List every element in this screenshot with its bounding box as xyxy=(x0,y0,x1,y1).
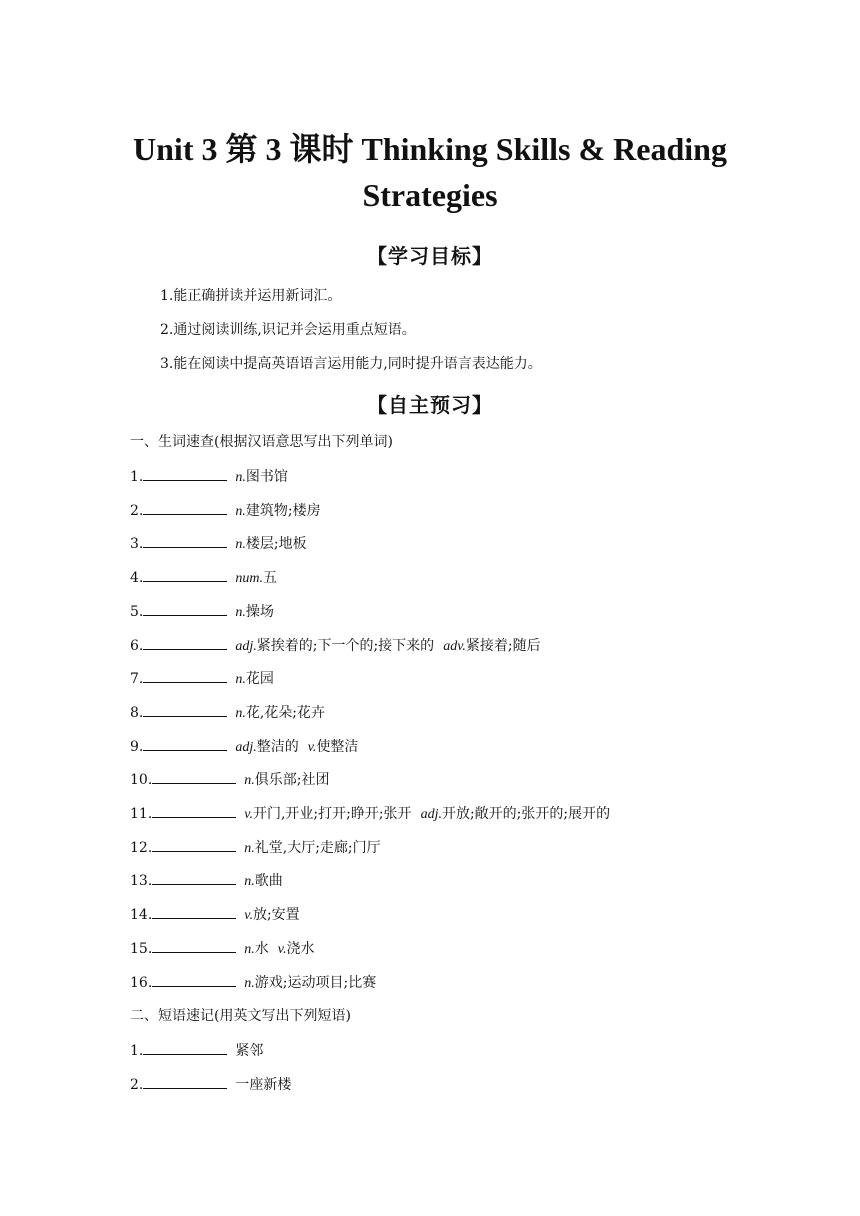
vocab-item xyxy=(130,635,541,657)
item-number: 6. xyxy=(130,637,144,654)
part-of-speech: n. xyxy=(244,874,255,890)
vocab-item xyxy=(130,837,381,859)
answer-blank[interactable] xyxy=(152,769,236,784)
part-of-speech: v. xyxy=(244,807,253,822)
item-number: 14. xyxy=(130,907,153,924)
definition: 紧邻 xyxy=(235,1043,264,1059)
title-line-2: Strategies xyxy=(362,177,498,213)
item-number: 3. xyxy=(130,536,144,553)
part-of-speech: n. xyxy=(235,537,246,553)
definition: 开门,开业;打开;睁开;张开 xyxy=(252,806,412,822)
definition: 楼层;地板 xyxy=(245,536,307,553)
item-number: 13. xyxy=(130,873,153,890)
goal-item: 1.能正确拼读并运用新词汇。 xyxy=(160,288,342,304)
answer-blank[interactable] xyxy=(143,635,227,650)
answer-blank[interactable] xyxy=(143,567,227,582)
item-number: 15. xyxy=(130,940,153,957)
definition: 开放;敞开的;张开的;展开的 xyxy=(441,806,611,822)
goal-item: 2.通过阅读训练,识记并会运用重点短语。 xyxy=(160,322,416,338)
part-of-speech: n. xyxy=(235,672,246,688)
part-of-speech: n. xyxy=(235,470,246,485)
phrase-item xyxy=(130,1074,291,1095)
part-of-speech: n. xyxy=(235,503,246,519)
answer-blank[interactable] xyxy=(143,601,227,616)
definition: 操场 xyxy=(245,603,274,620)
vocab-item xyxy=(130,533,307,555)
vocab-item xyxy=(130,567,277,589)
definition: 放;安置 xyxy=(252,907,300,924)
answer-blank[interactable] xyxy=(143,1040,227,1055)
part-of-speech: n. xyxy=(244,941,255,957)
item-number: 8. xyxy=(130,704,144,721)
vocab-item xyxy=(130,702,325,724)
answer-blank[interactable] xyxy=(143,736,227,751)
definition: 五 xyxy=(262,570,277,587)
item-number: 9. xyxy=(130,738,144,755)
item-number: 2. xyxy=(130,1077,144,1093)
answer-blank[interactable] xyxy=(152,938,236,953)
part-of-speech: adv. xyxy=(443,638,466,654)
definition: 整洁的 xyxy=(256,738,299,755)
definition: 图书馆 xyxy=(245,469,288,485)
definition: 花园 xyxy=(245,671,274,688)
definition: 使整洁 xyxy=(316,738,359,755)
learning-goals-heading: 【学习目标】 xyxy=(367,244,493,268)
part1-heading: 一、生词速查(根据汉语意思写出下列单词) xyxy=(130,434,393,450)
definition: 紧接着;随后 xyxy=(465,637,541,654)
item-number: 1. xyxy=(130,469,144,485)
definition: 一座新楼 xyxy=(235,1077,292,1093)
answer-blank[interactable] xyxy=(143,533,227,548)
part-of-speech: adj. xyxy=(235,638,257,654)
self-study-heading: 【自主预习】 xyxy=(367,393,493,417)
phrase-item xyxy=(130,1040,263,1061)
goal-item: 3.能在阅读中提高英语语言运用能力,同时提升语言表达能力。 xyxy=(160,356,542,372)
item-number: 5. xyxy=(130,603,144,620)
vocab-item xyxy=(130,601,274,623)
definition: 歌曲 xyxy=(254,873,283,890)
item-number: 7. xyxy=(130,671,144,688)
page-title xyxy=(60,126,800,218)
definition: 建筑物;楼房 xyxy=(245,502,321,519)
vocab-item xyxy=(130,668,274,690)
vocab-item xyxy=(130,500,321,522)
answer-blank[interactable] xyxy=(152,904,236,919)
part-of-speech: n. xyxy=(244,773,255,789)
definition: 浇水 xyxy=(286,940,315,957)
vocab-item xyxy=(130,870,283,892)
answer-blank[interactable] xyxy=(143,702,227,717)
title-line-1: Unit 3 第 3 课时 Thinking Skills & Reading xyxy=(133,131,727,167)
definition: 水 xyxy=(254,940,269,957)
answer-blank[interactable] xyxy=(143,466,227,481)
part2-heading: 二、短语速记(用英文写出下列短语) xyxy=(130,1008,351,1024)
part-of-speech: adj. xyxy=(420,807,442,822)
item-number: 1. xyxy=(130,1043,144,1059)
answer-blank[interactable] xyxy=(143,500,227,515)
part-of-speech: n. xyxy=(244,840,255,856)
part-of-speech: n. xyxy=(235,705,246,721)
part-of-speech: v. xyxy=(307,739,317,755)
item-number: 2. xyxy=(130,502,144,519)
item-number: 11. xyxy=(130,806,153,822)
item-number: 4. xyxy=(130,570,144,587)
answer-blank[interactable] xyxy=(152,837,236,852)
item-number: 16. xyxy=(130,974,153,991)
definition: 紧挨着的;下一个的;接下来的 xyxy=(256,637,435,654)
part-of-speech: v. xyxy=(244,908,253,924)
vocab-item xyxy=(130,904,300,926)
item-number: 10. xyxy=(130,772,153,789)
definition: 礼堂,大厅;走廊;门厅 xyxy=(254,839,381,856)
part-of-speech: adj. xyxy=(235,739,257,755)
vocab-item xyxy=(130,466,288,488)
vocab-item xyxy=(130,736,358,758)
item-number: 12. xyxy=(130,839,153,856)
vocab-item xyxy=(130,972,376,994)
answer-blank[interactable] xyxy=(152,972,236,987)
part-of-speech: n. xyxy=(244,975,255,991)
vocab-item xyxy=(130,938,314,960)
part-of-speech: num. xyxy=(235,571,263,587)
definition: 游戏;运动项目;比赛 xyxy=(254,974,377,991)
answer-blank[interactable] xyxy=(143,1074,227,1089)
part-of-speech: v. xyxy=(277,941,287,957)
part-of-speech: n. xyxy=(235,604,246,620)
definition: 花,花朵;花卉 xyxy=(245,704,326,721)
definition: 俱乐部;社团 xyxy=(254,772,330,789)
answer-blank[interactable] xyxy=(143,668,227,683)
answer-blank[interactable] xyxy=(152,803,236,818)
vocab-item xyxy=(130,803,610,825)
answer-blank[interactable] xyxy=(152,870,236,885)
vocab-item xyxy=(130,769,329,791)
